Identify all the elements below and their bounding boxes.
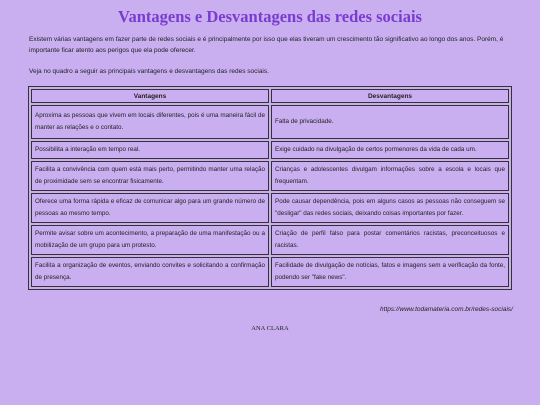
- cell-vantagem: Facilita a convivência com quem está mais perto, permitindo manter uma relação de proximidade sem se encontrar fisicamente.: [31, 161, 269, 191]
- table-row: [31, 257, 509, 287]
- source-link[interactable]: https://www.todamateria.com.br/redes-sociais/: [380, 306, 513, 313]
- table-row: [31, 225, 509, 255]
- cell-vantagem: Possibilita a interação em tempo real.: [31, 141, 269, 159]
- pros-cons-table: [28, 86, 512, 290]
- cell-desvantagem: Pode causar dependência, pois em alguns casos as pessoas não conseguem se "desligar" das redes sociais, deixando coisas importantes por fazer.: [271, 193, 509, 223]
- cell-desvantagem: Exige cuidado na divulgação de certos pormenores da vida de cada um.: [271, 141, 509, 159]
- cell-desvantagem: Crianças e adolescentes divulgam informações sobre a escola e locais que frequentam.: [271, 161, 509, 191]
- cell-vantagem: Aproxima as pessoas que vivem em locais diferentes, pois é uma maneira fácil de manter as relações e o contato.: [31, 105, 269, 139]
- page-title: Vantagens e Desvantagens das redes sociais: [118, 7, 422, 26]
- table-row: [31, 105, 509, 139]
- intro-paragraph: Existem várias vantagens em fazer parte de redes sociais e é principalmente por isso que elas tiveram um crescimento tão significativo ao longo dos anos. Porém, é importante ficar atento aos perigos que ela pode oferecer.: [29, 36, 504, 54]
- table-row: [31, 141, 509, 159]
- cell-desvantagem: Falta de privacidade.: [271, 105, 509, 139]
- author-name: ANA CLARA: [251, 325, 289, 332]
- cell-vantagem: Oferece uma forma rápida e eficaz de comunicar algo para um grande número de pessoas ao mesmo tempo.: [31, 193, 269, 223]
- table-row: [31, 161, 509, 191]
- header-vantagens: Vantagens: [31, 89, 269, 103]
- cell-vantagem: Facilita a organização de eventos, enviando convites e solicitando a confirmação de presença.: [31, 257, 269, 287]
- cell-desvantagem: Facilidade de divulgação de notícias, fatos e imagens sem a verificação da fonte, podendo ser "fake news".: [271, 257, 509, 287]
- cell-vantagem: Permite avisar sobre um acontecimento, a preparação de uma manifestação ou a mobilização de um grupo para um protesto.: [31, 225, 269, 255]
- table-row: [31, 193, 509, 223]
- lead-paragraph: Veja no quadro a seguir as principais vantagens e desvantagens das redes sociais.: [29, 68, 269, 75]
- table-header-row: [31, 89, 509, 103]
- header-desvantagens: Desvantagens: [271, 89, 509, 103]
- cell-desvantagem: Criação de perfil falso para postar comentários racistas, preconceituosos e racistas.: [271, 225, 509, 255]
